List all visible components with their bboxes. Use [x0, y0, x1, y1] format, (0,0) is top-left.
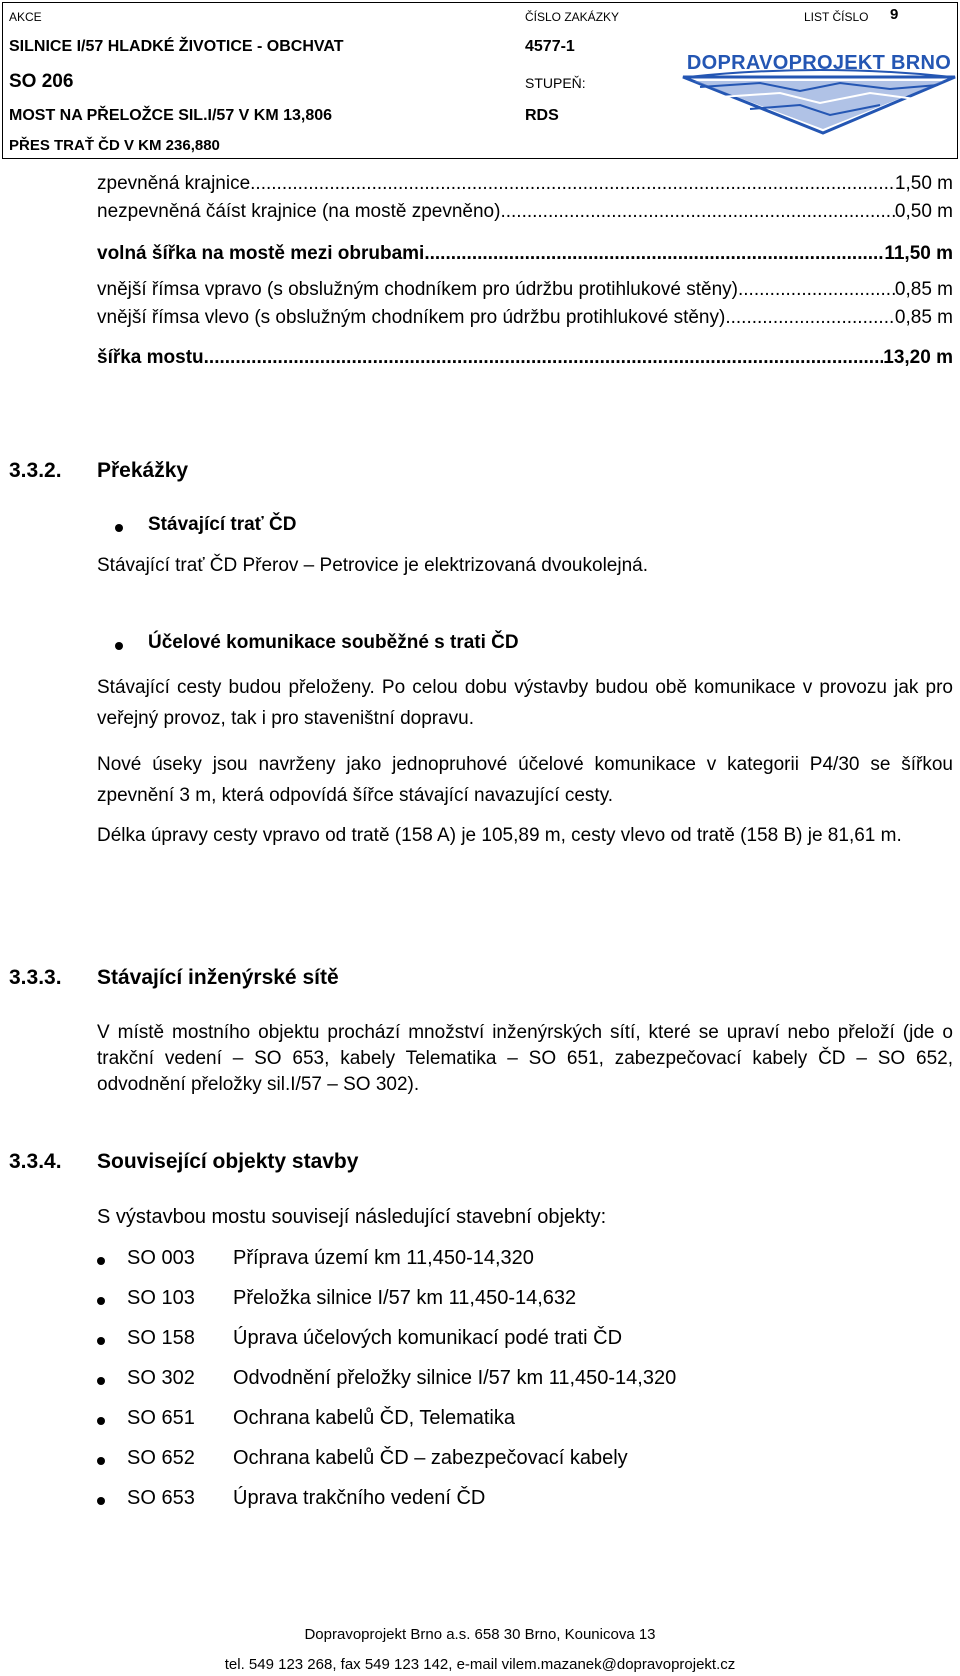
so-list-item	[97, 1247, 897, 1275]
so-description: Ochrana kabelů ČD – zabezpečovací kabely	[233, 1447, 628, 1469]
so-number: SO 206	[9, 71, 74, 92]
width-label: volná šířka na mostě mezi obrubami	[97, 243, 425, 264]
cislo-zakazky-label: ČÍSLO ZAKÁZKY	[525, 10, 620, 24]
width-row	[97, 243, 953, 265]
width-label: šířka mostu	[97, 347, 204, 368]
bullet-dot	[115, 524, 123, 532]
so-list-item	[97, 1487, 897, 1515]
so-description: Příprava území km 11,450-14,320	[233, 1247, 534, 1269]
dot-leader	[500, 201, 894, 223]
bullet-dot	[97, 1257, 105, 1265]
so-description: Odvodnění přeložky silnice I/57 km 11,450-14,320	[233, 1367, 677, 1389]
stupen-label: STUPEŇ:	[525, 75, 586, 91]
section-number-332: 3.3.2.	[9, 459, 62, 482]
width-row	[97, 279, 953, 301]
section-title-objekty: Související objekty stavby	[97, 1150, 359, 1173]
akce-label: AKCE	[9, 10, 42, 24]
objekty-intro: S výstavbou mostu souvisejí následující stavební objekty:	[97, 1206, 607, 1228]
document-header	[2, 2, 958, 159]
so-list-item	[97, 1287, 897, 1315]
bullet-dot	[97, 1497, 105, 1505]
site-paragraph: V místě mostního objektu prochází množství inženýrských sítí, které se upraví nebo přeloží (jde o trakční vedení – SO 653, kabely Telematika – SO 651, zabezpečovací kabely ČD – SO 652, odvodnění přeložky sil.I/57 – SO 302).	[97, 1022, 953, 1095]
width-row	[97, 173, 953, 195]
so-description: Přeložka silnice I/57 km 11,450-14,632	[233, 1287, 577, 1309]
so-list-item	[97, 1327, 897, 1355]
so-code: SO 302	[127, 1367, 195, 1389]
dopravoprojekt-logo	[680, 45, 958, 135]
width-label: vnější římsa vlevo (s obslužným chodníkem pro údržbu protihlukové stěny)	[97, 307, 726, 328]
width-label: vnější římsa vpravo (s obslužným chodníkem pro údržbu protihlukové stěny)	[97, 279, 738, 300]
width-label: zpevněná krajnice	[97, 173, 251, 194]
trat-description: Stávající trať ČD Přerov – Petrovice je elektrizovaná dvoukolejná.	[97, 555, 648, 576]
width-value: 0,85 m	[894, 307, 953, 328]
dot-leader	[738, 279, 895, 301]
width-value: 13,20 m	[883, 347, 953, 368]
width-value: 11,50 m	[884, 243, 953, 264]
so-code: SO 103	[127, 1287, 195, 1309]
width-label: nezpevněná čáíst krajnice (na mostě zpevněno)	[97, 201, 501, 222]
width-value: 0,85 m	[894, 279, 953, 300]
width-value: 0,50 m	[894, 201, 953, 222]
so-list-item	[97, 1447, 897, 1475]
bullet-dot	[97, 1337, 105, 1345]
dot-leader	[424, 243, 884, 265]
so-code: SO 653	[127, 1487, 195, 1509]
so-description: Ochrana kabelů ČD, Telematika	[233, 1407, 515, 1429]
section-title-site: Stávající inženýrské sítě	[97, 966, 339, 989]
komunikace-paragraph-1: Stávající cesty budou přeloženy. Po celou dobu výstavby budou obě komunikace v provozu jak pro veřejný provoz, tak i pro staveništní dopravu.	[97, 677, 953, 729]
bullet-dot	[97, 1377, 105, 1385]
bullet-dot	[97, 1297, 105, 1305]
so-code: SO 651	[127, 1407, 195, 1429]
crossing-location: PŘES TRAŤ ČD V KM 236,880	[9, 137, 220, 154]
footer-address: Dopravoprojekt Brno a.s. 658 30 Brno, Kounicova 13	[304, 1626, 656, 1643]
width-row	[97, 201, 953, 223]
dot-leader	[204, 347, 884, 369]
zakazka-number: 4577-1	[525, 38, 575, 55]
komunikace-paragraph-3: Délka úpravy cesty vpravo od tratě (158 A) je 105,89 m, cesty vlevo od tratě (158 B) je 81,61 m.	[97, 825, 902, 846]
section-number-333: 3.3.3.	[9, 966, 62, 989]
bullet-title-trat: Stávající trať ČD	[148, 514, 297, 535]
so-description: Úprava účelových komunikací podé trati ČD	[233, 1327, 623, 1349]
komunikace-paragraph-2: Nové úseky jsou navrženy jako jednopruhové účelové komunikace v kategorii P4/30 se šířkou zpevnění 3 m, která odpovídá šířce stávající navazující cesty.	[97, 754, 953, 806]
so-description: Úprava trakčního vedení ČD	[233, 1487, 486, 1509]
so-code: SO 003	[127, 1247, 195, 1269]
width-value: 1,50 m	[894, 173, 953, 194]
bullet-dot	[97, 1417, 105, 1425]
list-cislo-label: LIST ČÍSLO	[804, 10, 869, 24]
bullet-title-komunikace: Účelové komunikace souběžné s trati ČD	[148, 632, 519, 653]
footer-contact: tel. 549 123 268, fax 549 123 142, e-mail vilem.mazanek@dopravoprojekt.cz	[224, 1656, 736, 1673]
section-title-prekazky: Překážky	[97, 459, 189, 482]
bullet-dot	[115, 642, 123, 650]
dot-leader	[725, 307, 895, 329]
list-cislo-value: 9	[890, 6, 899, 23]
so-list-item	[97, 1367, 897, 1395]
stupen-value: RDS	[525, 107, 559, 124]
so-code: SO 158	[127, 1327, 195, 1349]
bridge-name: MOST NA PŘELOŽCE SIL.I/57 V KM 13,806	[9, 107, 333, 124]
width-row	[97, 347, 953, 369]
so-code: SO 652	[127, 1447, 195, 1469]
road-name: SILNICE I/57 HLADKÉ ŽIVOTICE - OBCHVAT	[9, 38, 344, 55]
logo-text: DOPRAVOPROJEKT BRNO	[686, 52, 952, 74]
width-row	[97, 307, 953, 329]
so-list-item	[97, 1407, 897, 1435]
bullet-dot	[97, 1457, 105, 1465]
dot-leader	[250, 173, 895, 195]
section-number-334: 3.3.4.	[9, 1150, 62, 1173]
